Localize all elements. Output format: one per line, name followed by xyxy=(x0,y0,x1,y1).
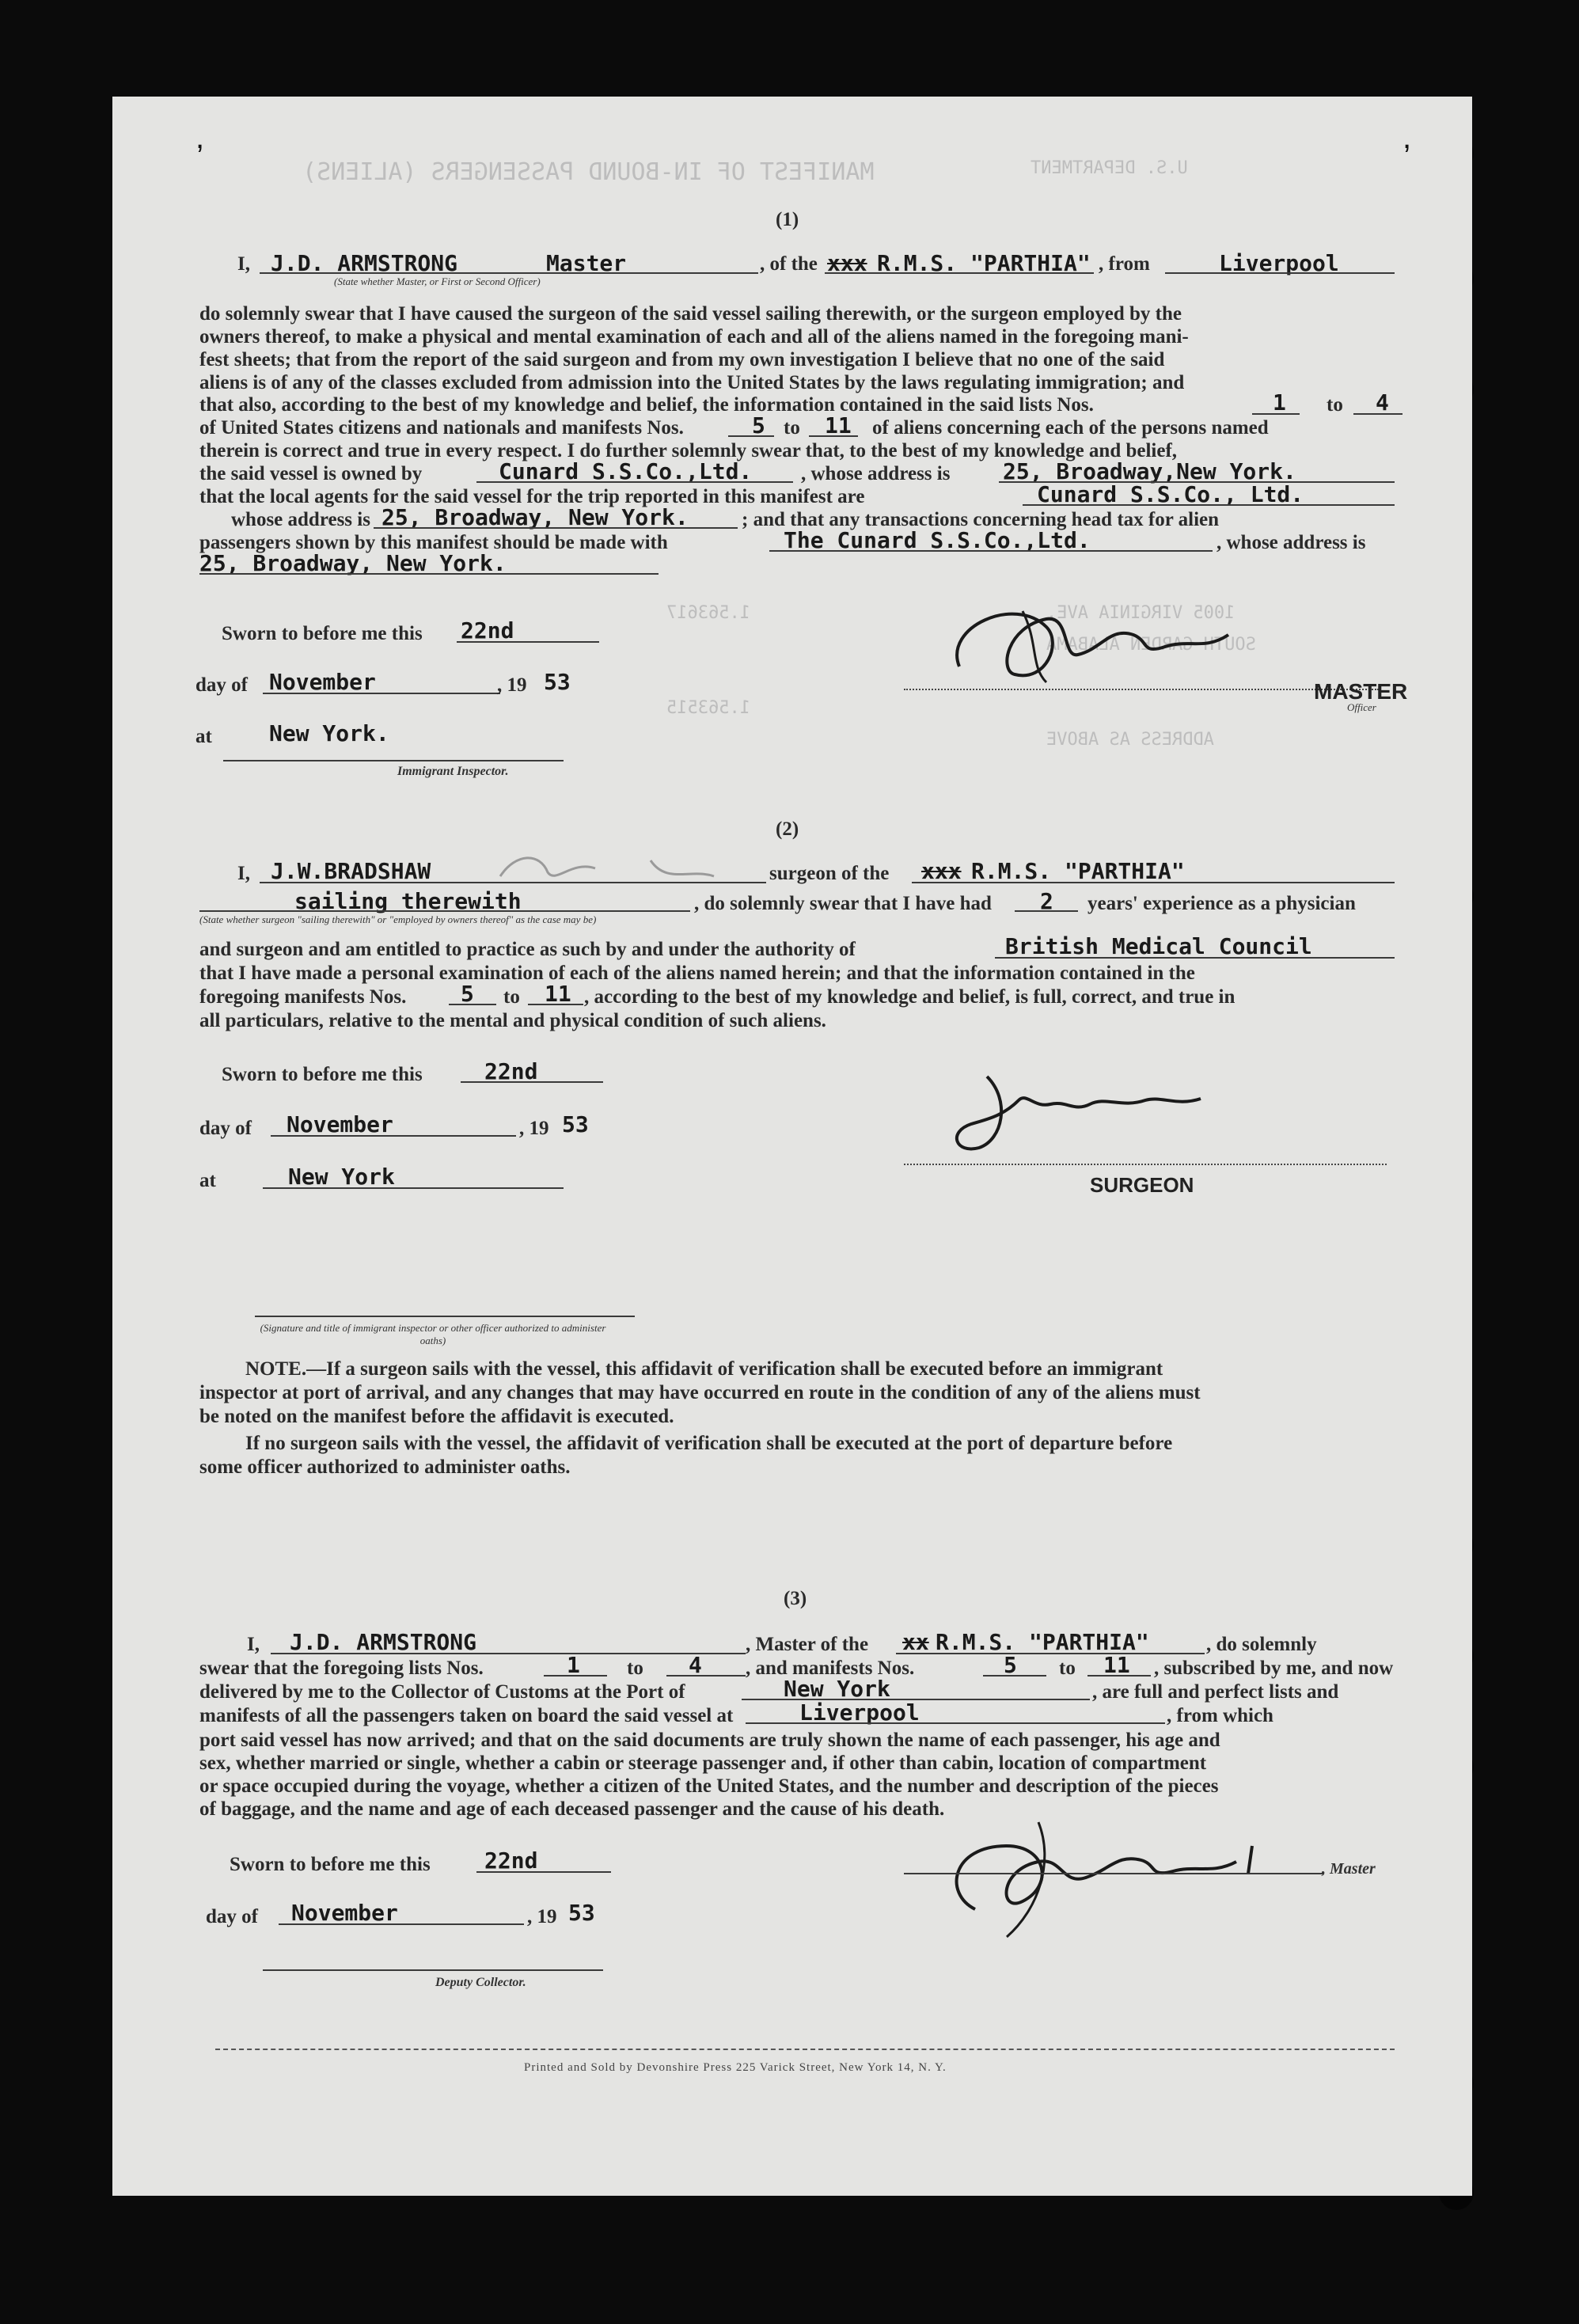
note-line xyxy=(245,1358,1163,1380)
blank-line xyxy=(746,1722,1165,1724)
surgeon-line: , according to the best of my knowledge and belief, is full, correct, and true in xyxy=(584,986,1235,1008)
sworn-label: Sworn to before me this xyxy=(222,623,423,644)
collector-line: delivered by me to the Collector of Customs at the Port of xyxy=(199,1681,685,1703)
blank-line xyxy=(374,527,738,529)
section-1-number: (1) xyxy=(776,209,799,230)
manifests-to: 11 xyxy=(1103,1652,1130,1678)
i-label: I, xyxy=(237,253,250,275)
master-signature xyxy=(920,1798,1268,1941)
blank-line xyxy=(809,435,858,437)
blank-line xyxy=(223,760,564,761)
surgeon-initials-scribble xyxy=(492,845,730,892)
sworn-day: 22nd xyxy=(484,1847,538,1874)
surgeon-status: sailing therewith xyxy=(294,888,522,914)
vessel-name: R.M.S. "PARTHIA" xyxy=(877,250,1091,276)
surgeon-role: SURGEON xyxy=(1090,1173,1194,1197)
blank-line xyxy=(476,481,793,483)
blank-line xyxy=(271,1653,746,1654)
at-label: at xyxy=(199,1170,216,1191)
do-solemnly: , do solemnly xyxy=(1206,1634,1317,1655)
final-address: 25, Broadway, New York. xyxy=(199,550,507,576)
blank-line xyxy=(728,435,774,437)
lists-to: 4 xyxy=(1376,389,1389,416)
agents-address: 25, Broadway, New York. xyxy=(381,504,689,530)
vessel-name: R.M.S. "PARTHIA" xyxy=(936,1629,1149,1655)
state-hint: (State whether Master, or First or Second Officer) xyxy=(334,275,541,287)
departure-port: Liverpool xyxy=(1219,250,1339,276)
printer-credit: Printed and Sold by Devonshire Press 225 Varick Street, New York 14, N. Y. xyxy=(524,2061,947,2074)
blank-line xyxy=(1165,272,1395,274)
collector-line: , subscribed by me, and now xyxy=(1154,1658,1394,1679)
sworn-day: 22nd xyxy=(484,1058,538,1084)
inspector-caption: (Signature and title of immigrant inspector or other officer authorized to administer oaths) xyxy=(260,1322,606,1346)
vessel-name: R.M.S. "PARTHIA" xyxy=(971,858,1185,884)
bleed-through-text: 1005 VIRGINIA AVE. xyxy=(1046,603,1235,623)
manifests-to: 11 xyxy=(825,412,852,439)
struck-text: xx xyxy=(902,1629,929,1655)
collector-line: , from which xyxy=(1167,1705,1273,1726)
oath-line: that the local agents for the said vessel for the trip reported in this manifest are xyxy=(199,486,865,507)
oath-line: do solemnly swear that I have caused the surgeon of the said vessel sailing therewith, or the surgeon employed by the xyxy=(199,303,1182,325)
owner-name: Cunard S.S.Co.,Ltd. xyxy=(499,458,753,484)
blank-line xyxy=(983,1675,1046,1677)
note-line: be noted on the manifest before the affidavit is executed. xyxy=(199,1406,674,1427)
blank-line xyxy=(666,1675,746,1677)
years-value: 2 xyxy=(1040,888,1053,914)
struck-text: xxx xyxy=(827,250,867,276)
years-text: years' experience as a physician xyxy=(1087,893,1356,914)
blank-line xyxy=(995,957,1395,959)
master-label: , Master xyxy=(1322,1860,1376,1878)
year: 53 xyxy=(544,669,571,695)
surgeon-name: J.W.BRADSHAW xyxy=(271,858,431,884)
blank-line xyxy=(476,1871,611,1873)
bleed-through-text: U.S. DEPARTMENT xyxy=(1031,158,1188,178)
officer-label: Officer xyxy=(1347,701,1376,713)
day-of-label: day of xyxy=(206,1906,258,1927)
at-label: at xyxy=(195,726,212,747)
oath-line: passengers shown by this manifest should be made with xyxy=(199,532,668,553)
note-line: inspector at port of arrival, and any changes that may have occurred en route in the condition of any of the aliens must xyxy=(199,1382,1201,1403)
blank-line xyxy=(769,550,1213,552)
manifests-from: 5 xyxy=(752,412,765,439)
ink-mark: , xyxy=(1403,120,1412,155)
blank-line xyxy=(1252,413,1300,415)
sworn-day: 22nd xyxy=(461,617,514,644)
day-of-label: day of xyxy=(199,1118,252,1139)
signature-line xyxy=(904,689,1379,690)
footer-rule xyxy=(215,2049,1395,2050)
i-label: I, xyxy=(237,863,250,884)
collector-line: of baggage, and the name and age of each deceased passenger and the cause of his death. xyxy=(199,1798,945,1820)
oath-line: whose address is xyxy=(231,509,370,530)
blank-line xyxy=(528,1004,583,1005)
oath-line: aliens is of any of the classes excluded from admission into the United States by the laws regulating immigration; and xyxy=(199,372,1185,393)
to-label: to xyxy=(1059,1658,1076,1679)
collector-line: port said vessel has now arrived; and that on the said documents are truly shown the name of each passenger, his age and xyxy=(199,1730,1220,1751)
head-tax-text: ; and that any transactions concerning head tax for alien xyxy=(742,509,1220,530)
sworn-label: Sworn to before me this xyxy=(230,1854,431,1875)
blank-line xyxy=(263,1187,564,1189)
master-signature xyxy=(928,579,1260,706)
oath-line: therein is correct and true in every respect. I do further solemnly swear that, to the best of my knowledge and belief, xyxy=(199,440,1178,461)
ink-mark: , xyxy=(195,120,205,155)
lists-from: 1 xyxy=(1273,389,1286,416)
authority-text: and surgeon and am entitled to practice as such by and under the authority of xyxy=(199,939,856,960)
section-2-number: (2) xyxy=(776,818,799,840)
manifests-from: 5 xyxy=(461,981,474,1007)
surgeon-line: all particulars, relative to the mental and physical condition of such aliens. xyxy=(199,1010,826,1031)
year-prefix: , 19 xyxy=(497,674,527,696)
note-line: some officer authorized to administer oaths. xyxy=(199,1456,571,1478)
signature-line xyxy=(255,1316,635,1317)
blank-line xyxy=(544,1675,607,1677)
to-label: to xyxy=(1327,394,1343,416)
collector-caption: Deputy Collector. xyxy=(435,1976,526,1989)
collector-line: manifests of all the passengers taken on board the said vessel at xyxy=(199,1705,734,1726)
surgeon-signature xyxy=(939,1069,1224,1164)
place: New York. xyxy=(269,720,389,746)
swear-text: , do solemnly swear that I have had xyxy=(694,893,992,914)
blank-line xyxy=(1087,1675,1151,1677)
whose-address-label: , whose address is xyxy=(1217,532,1366,553)
blank-line xyxy=(1353,413,1403,415)
lists-from: 1 xyxy=(567,1652,580,1678)
bleed-through-text: 1.563617 xyxy=(666,603,750,623)
oath-line: fest sheets; that from the report of the said surgeon and from my own investigation I believe that no one of the said xyxy=(199,349,1165,370)
manifests-from: 5 xyxy=(1004,1652,1017,1678)
oath-paragraph xyxy=(199,302,1403,394)
blank-line xyxy=(1023,504,1395,506)
agents-name: Cunard S.S.Co., Ltd. xyxy=(1037,481,1304,507)
year-prefix: , 19 xyxy=(527,1906,557,1927)
note-line: If no surgeon sails with the vessel, the affidavit of verification shall be executed at the port of departure before xyxy=(245,1433,1173,1454)
master-name: J.D. ARMSTRONG xyxy=(271,250,458,276)
day-of-label: day of xyxy=(195,674,248,696)
blank-line xyxy=(461,1081,603,1083)
note-label: NOTE. xyxy=(245,1358,307,1380)
blank-line xyxy=(912,882,1395,883)
from-label: , from xyxy=(1099,253,1150,275)
collector-line: or space occupied during the voyage, whether a citizen of the United States, and the number and description of the pieces xyxy=(199,1775,1219,1797)
master-title: Master xyxy=(546,250,627,276)
month: November xyxy=(287,1111,393,1137)
bleed-through-text: SOUTH GARDEN ALABAMA xyxy=(1046,635,1256,655)
of-the-label: , of the xyxy=(760,253,818,275)
signature-line xyxy=(263,1969,603,1971)
blank-line xyxy=(1015,910,1078,912)
struck-text: xxx xyxy=(921,858,962,884)
blank-line xyxy=(271,1135,516,1137)
departure-port: Liverpool xyxy=(799,1699,920,1726)
inspector-caption: Immigrant Inspector. xyxy=(397,765,509,778)
oath-line: of United States citizens and nationals and manifests Nos. xyxy=(199,417,684,439)
blank-line xyxy=(457,641,599,643)
year-prefix: , 19 xyxy=(519,1118,549,1139)
owner-address: 25, Broadway,New York. xyxy=(1003,458,1296,484)
to-label: to xyxy=(503,986,520,1008)
year: 53 xyxy=(562,1111,589,1137)
oath-line: the said vessel is owned by xyxy=(199,463,423,484)
to-label: to xyxy=(627,1658,643,1679)
collector-line: , and manifests Nos. xyxy=(746,1658,915,1679)
place: New York xyxy=(288,1164,395,1190)
blank-line xyxy=(263,693,500,694)
sworn-label: Sworn to before me this xyxy=(222,1064,423,1085)
oath-line: owners thereof, to make a physical and mental examination of each and all of the aliens named in the foregoing mani- xyxy=(199,326,1189,347)
lists-to: 4 xyxy=(689,1652,702,1678)
bleed-through-text: MANIFEST OF IN-BOUND PASSENGERS (ALIENS) xyxy=(302,158,875,186)
whose-address-label: , whose address is xyxy=(801,463,951,484)
master-name: J.D. ARMSTRONG xyxy=(290,1629,477,1655)
i-label: I, xyxy=(247,1634,260,1655)
port-of-arrival: New York xyxy=(784,1676,890,1702)
section-3-number: (3) xyxy=(784,1588,807,1609)
blank-line xyxy=(199,910,690,912)
state-hint: (State whether surgeon "sailing therewith" or "employed by owners thereof" as the case may be) xyxy=(199,913,597,925)
head-tax-company: The Cunard S.S.Co.,Ltd. xyxy=(784,527,1091,553)
bleed-through-text: 1.563515 xyxy=(666,698,750,718)
collector-line: swear that the foregoing lists Nos. xyxy=(199,1658,484,1679)
note-text: —If a surgeon sails with the vessel, this affidavit of verification shall be executed before an immigrant xyxy=(306,1358,1163,1380)
surgeon-of-the: surgeon of the xyxy=(769,863,890,884)
month: November xyxy=(269,669,376,695)
manifests-tail: of aliens concerning each of the persons named xyxy=(872,417,1269,439)
surgeon-line: foregoing manifests Nos. xyxy=(199,986,407,1008)
manifest-page xyxy=(112,97,1472,2196)
blank-line xyxy=(449,1004,496,1005)
blank-line xyxy=(199,573,659,575)
year: 53 xyxy=(568,1900,595,1926)
collector-line: sex, whether married or single, whether a cabin or steerage passenger and, if other than cabin, location of compartment xyxy=(199,1752,1207,1774)
month: November xyxy=(291,1900,398,1926)
authority: British Medical Council xyxy=(1005,933,1312,959)
blank-line xyxy=(825,272,1094,274)
surgeon-line: that I have made a personal examination of each of the aliens named herein; and that the information contained in the xyxy=(199,963,1195,984)
blank-line xyxy=(896,1653,1205,1654)
collector-line: , are full and perfect lists and xyxy=(1092,1681,1339,1703)
oath-line: that also, according to the best of my knowledge and belief, the information contained in the said lists Nos. xyxy=(199,394,1094,416)
to-label: to xyxy=(784,417,800,439)
master-of-the: , Master of the xyxy=(746,1634,869,1655)
master-role: MASTER xyxy=(1314,679,1408,704)
signature-line xyxy=(904,1164,1387,1165)
bleed-through-text: ADDRESS AS ABOVE xyxy=(1046,730,1214,750)
manifests-to: 11 xyxy=(545,981,571,1007)
signature-line xyxy=(904,1873,1323,1874)
blank-line xyxy=(279,1923,524,1925)
